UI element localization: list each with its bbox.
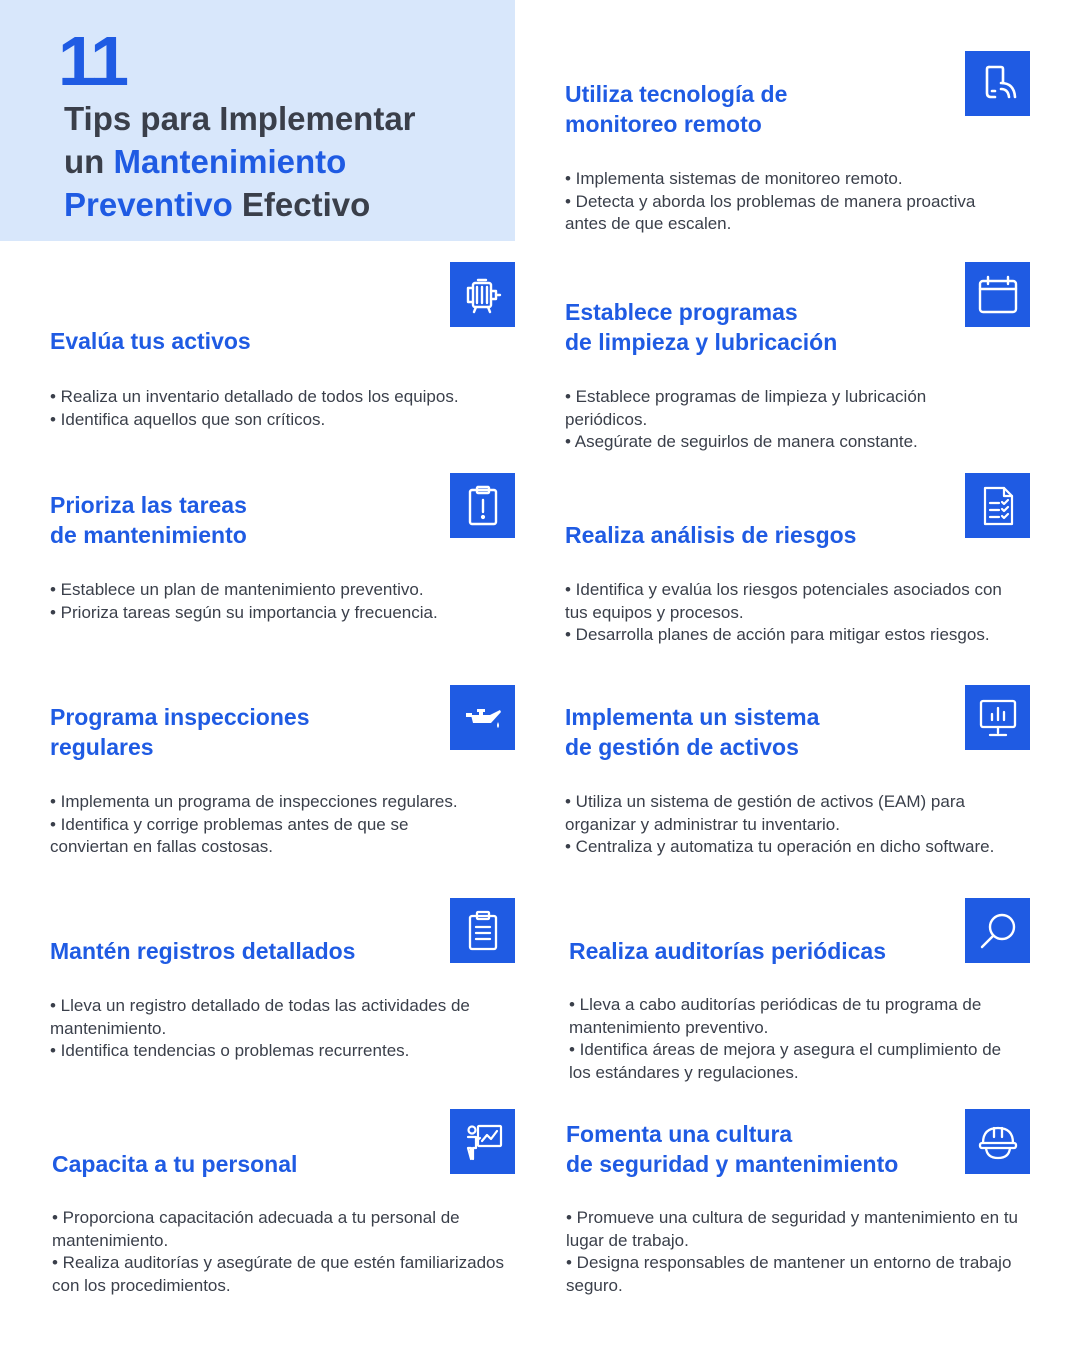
tip-bullet: • Detecta y aborda los problemas de manera proactiva antes de que escalen. [565, 191, 976, 233]
tip-bullet: • Proporciona capacitación adecuada a tu personal de mantenimiento. [52, 1208, 460, 1250]
tip-body [569, 994, 1014, 1084]
tip-body [565, 579, 1010, 647]
magnifier-icon [965, 898, 1030, 963]
tip-title: Mantén registros detallados [50, 938, 356, 964]
tip-body [565, 386, 1010, 454]
tip-body [52, 1207, 522, 1297]
priority-clipboard-icon [450, 473, 515, 538]
tip-title: Programa inspecciones regulares [50, 704, 310, 760]
motor-icon [450, 262, 515, 327]
tip-title: Establece programas de limpieza y lubricación [565, 299, 838, 355]
tip-bullet: • Identifica aquellos que son críticos. [50, 409, 326, 429]
tip-bullet: • Identifica tendencias o problemas recurrentes. [50, 1041, 410, 1060]
tip-bullet: • Desarrolla planes de acción para mitigar estos riesgos. [565, 625, 990, 644]
tip-bullet: • Implementa sistemas de monitoreo remoto. [565, 169, 903, 188]
hard-hat-icon [965, 1109, 1030, 1174]
monitor-chart-icon [965, 685, 1030, 750]
tip-bullet: • Lleva a cabo auditorías periódicas de tu programa de mantenimiento preventivo. [569, 995, 982, 1037]
tip-bullet: • Realiza un inventario detallado de todos los equipos. [50, 387, 459, 406]
tip-title: Realiza auditorías periódicas [569, 938, 887, 964]
checklist-document-icon [965, 473, 1030, 538]
tip-bullet: • Establece programas de limpieza y lubricación periódicos. [565, 387, 927, 429]
hero-banner [0, 0, 515, 241]
presentation-icon [450, 1109, 515, 1174]
tip-bullet: • Promueve una cultura de seguridad y mantenimiento en tu lugar de trabajo. [566, 1208, 1018, 1250]
page-title [64, 97, 504, 226]
tip-bullet: • Designa responsables de mantener un entorno de trabajo seguro. [566, 1253, 1012, 1295]
tip-bullet: • Implementa un programa de inspecciones regulares. [50, 792, 458, 811]
tip-bullet: • Realiza auditorías y asegúrate de que estén familiarizados con los procedimientos. [52, 1253, 504, 1295]
tip-title: Utiliza tecnología de monitoreo remoto [565, 81, 788, 137]
clipboard-list-icon [450, 898, 515, 963]
tips-count: 11 [58, 22, 126, 100]
tip-body [565, 168, 985, 236]
tip-bullet: • Lleva un registro detallado de todas las actividades de mantenimiento. [50, 996, 470, 1038]
tip-bullet: • Asegúrate de seguirlos de manera constante. [565, 432, 918, 451]
tip-bullet: • Centraliza y automatiza tu operación en dicho software. [565, 837, 995, 856]
title-line-3b: Efectivo [232, 186, 371, 223]
tip-bullet: • Identifica áreas de mejora y asegura el cumplimiento de los estándares y regulaciones. [569, 1040, 1002, 1082]
title-line-2b: Mantenimiento [113, 143, 347, 180]
tip-bullet: • Establece un plan de mantenimiento preventivo. [50, 580, 424, 599]
calendar-icon [965, 262, 1030, 327]
tip-title: Realiza análisis de riesgos [565, 522, 857, 548]
tip-body [50, 791, 490, 859]
tip-title: Prioriza las tareas de mantenimiento [50, 492, 247, 548]
tip-body [50, 386, 460, 431]
remote-monitoring-icon [965, 51, 1030, 116]
tip-bullet: • Identifica y corrige problemas antes de que se conviertan en fallas costosas. [50, 814, 409, 856]
tip-body [565, 791, 1010, 859]
tip-bullet: • Prioriza tareas según su importancia y frecuencia. [50, 602, 438, 622]
tip-title: Capacita a tu personal [52, 1151, 298, 1177]
title-line-2a: un [64, 143, 114, 180]
tip-body [50, 995, 495, 1063]
tip-bullet: • Utiliza un sistema de gestión de activos (EAM) para organizar y administrar tu inventario. [565, 792, 965, 834]
tip-title: Fomenta una cultura de seguridad y mantenimiento [566, 1121, 899, 1177]
tip-title: Evalúa tus activos [50, 328, 251, 354]
tip-title: Implementa un sistema de gestión de activos [565, 704, 820, 760]
tip-bullet: • Identifica y evalúa los riesgos potenciales asociados con tus equipos y procesos. [565, 580, 1002, 622]
oil-can-icon [450, 685, 515, 750]
tip-body [50, 579, 510, 624]
title-line-1: Tips para Implementar [64, 100, 416, 137]
tip-body [566, 1207, 1036, 1297]
title-line-3a: Preventivo [64, 186, 233, 223]
